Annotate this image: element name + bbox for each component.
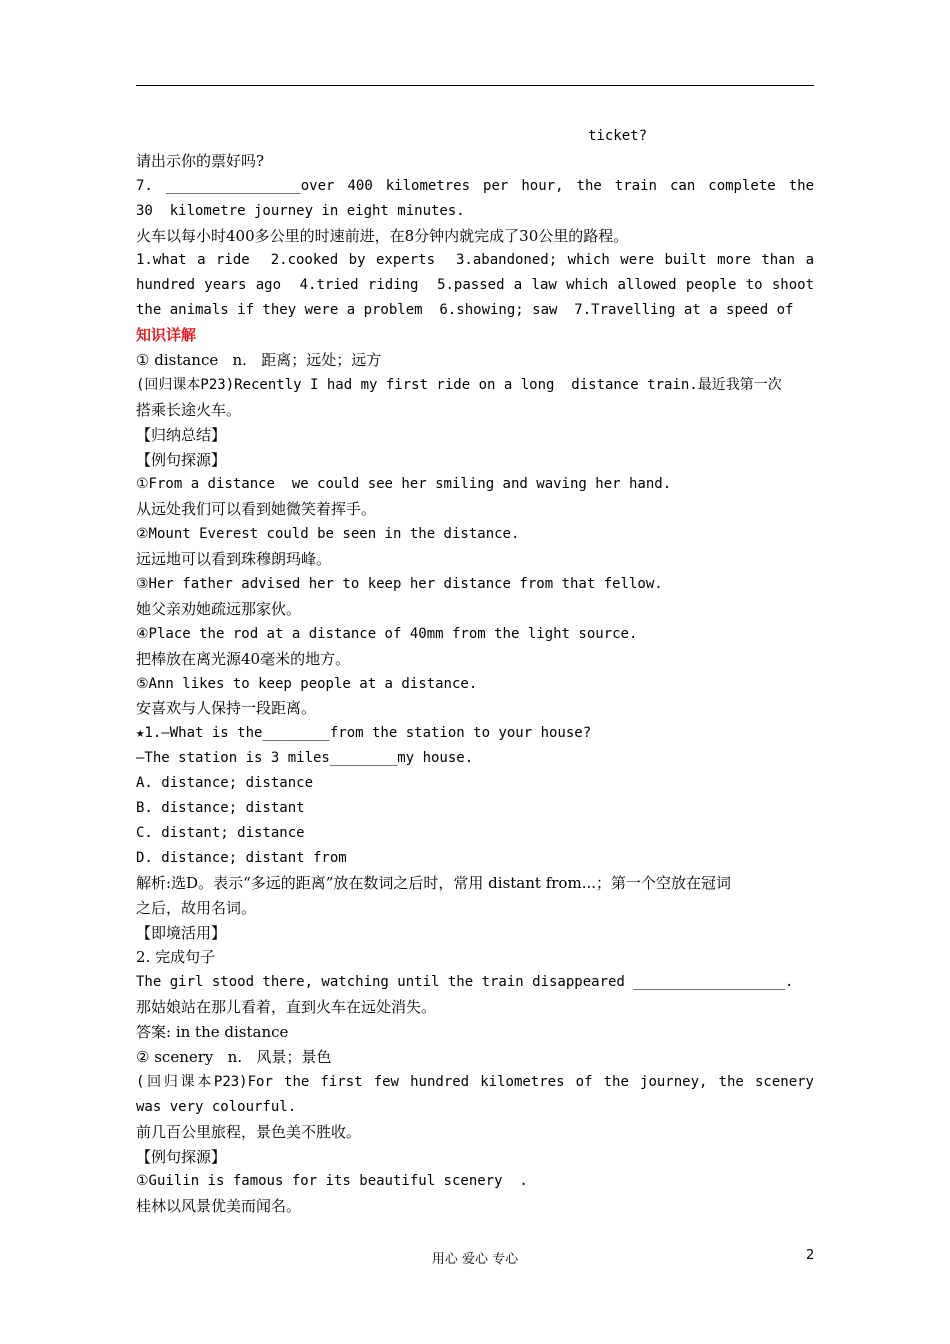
bracket-heading: 【归纳总结】 bbox=[136, 425, 227, 444]
text-line: 解析:选D。表示“多远的距离”放在数词之后时，常用 distant from...；第一个空放在冠词 bbox=[136, 873, 731, 892]
text-line: 那姑娘站在那儿看着，直到火车在远处消失。 bbox=[136, 998, 437, 1017]
text-line: ① distance n. 距离；远处；远方 bbox=[136, 351, 382, 370]
bracket-heading: 【例句探源】 bbox=[136, 1147, 227, 1166]
text-line: 搭乘长途火车。 bbox=[136, 400, 242, 419]
text-line: ①Guilin is famous for its beautiful scenery . bbox=[136, 1173, 528, 1190]
text-line: ticket? bbox=[588, 128, 648, 144]
option-a: A. distance; distance bbox=[136, 775, 314, 792]
text-line: (回归课本P23)For the first few hundred kilometres of the journey, the scenery bbox=[136, 1073, 814, 1090]
text-line: 2. 完成句子 bbox=[136, 948, 216, 967]
text-line: 请出示你的票好吗? bbox=[136, 151, 265, 170]
footer-slogan: 用心 爱心 专心 bbox=[431, 1252, 519, 1267]
text-line: 安喜欢与人保持一段距离。 bbox=[136, 699, 317, 718]
option-d: D. distance; distant from bbox=[136, 849, 347, 866]
text-line: 她父亲劝她疏远那家伙。 bbox=[136, 599, 302, 618]
text-line: 火车以每小时400多公里的时速前进，在8分钟内就完成了30公里的路程。 bbox=[136, 226, 629, 245]
text-line: 前几百公里旅程，景色美不胜收。 bbox=[136, 1122, 362, 1141]
text-line: 之后，故用名词。 bbox=[136, 898, 257, 917]
text-line: hundred years ago 4.tried riding 5.passed a law which allowed people to shoot bbox=[136, 277, 814, 294]
question-line: —The station is 3 miles________my house. bbox=[136, 750, 474, 767]
text-line: ④Place the rod at a distance of 40mm from the light source. bbox=[136, 625, 638, 642]
option-b: B. distance; distant bbox=[136, 800, 305, 817]
text-line: 从远处我们可以看到她微笑着挥手。 bbox=[136, 500, 377, 519]
question-line: ★1.—What is the________from the station to your house? bbox=[136, 725, 592, 742]
text-line: ② scenery n. 风景；景色 bbox=[136, 1047, 332, 1066]
text-line: 30 kilometre journey in eight minutes. bbox=[136, 202, 465, 219]
text-line: 1.what a ride 2.cooked by experts 3.abandoned; which were built more than a bbox=[136, 252, 814, 269]
text-line: 把棒放在离光源40毫米的地方。 bbox=[136, 649, 351, 668]
bracket-heading: 【即境活用】 bbox=[136, 923, 227, 942]
text-line: was very colourful. bbox=[136, 1098, 297, 1115]
page-number: 2 bbox=[806, 1248, 815, 1263]
answer-line: 答案: in the distance bbox=[136, 1023, 289, 1042]
option-c: C. distant; distance bbox=[136, 824, 305, 841]
text-line: ①From a distance we could see her smiling and waving her hand. bbox=[136, 476, 672, 493]
text-line: ②Mount Everest could be seen in the distance. bbox=[136, 526, 520, 543]
bracket-heading: 【例句探源】 bbox=[136, 450, 227, 469]
text-line: (回归课本P23)Recently I had my first ride on a long distance train.最近我第一次 bbox=[136, 376, 782, 393]
text-line: 远远地可以看到珠穆朗玛峰。 bbox=[136, 550, 332, 569]
text-line: The girl stood there, watching until the train disappeared __________________. bbox=[136, 974, 794, 991]
header-rule bbox=[136, 85, 814, 86]
text-line: ⑤Ann likes to keep people at a distance. bbox=[136, 675, 478, 692]
section-heading: 知识详解 bbox=[136, 326, 197, 345]
document-body bbox=[136, 124, 814, 1219]
text-line: the animals if they were a problem 6.showing; saw 7.Travelling at a speed of bbox=[136, 302, 794, 319]
text-line: 7. ________________over 400 kilometres per hour, the train can complete the bbox=[136, 177, 814, 194]
text-line: ③Her father advised her to keep her distance from that fellow. bbox=[136, 576, 663, 593]
text-line: 桂林以风景优美而闻名。 bbox=[136, 1197, 302, 1216]
